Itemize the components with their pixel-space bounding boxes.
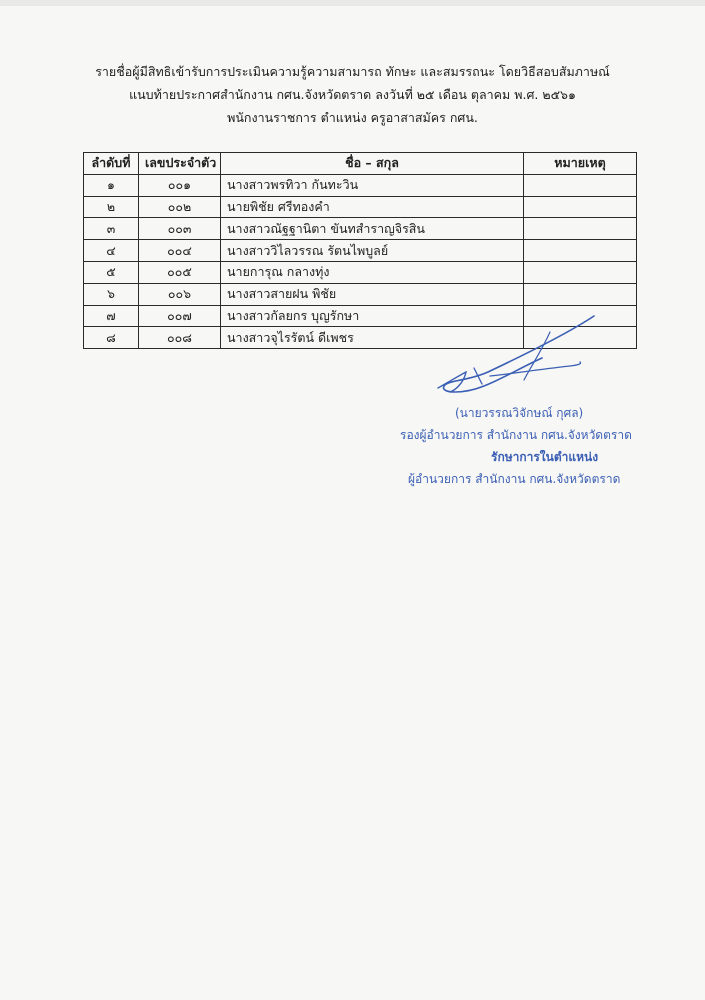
row-order: ๑ — [84, 174, 139, 196]
row-id: ๐๐๒ — [139, 196, 221, 218]
document-header — [0, 60, 705, 129]
signer-position: รองผู้อำนวยการ สำนักงาน กศน.จังหวัดตราด — [400, 428, 632, 442]
row-name: นายการุณ กลางทุ่ง — [221, 261, 524, 283]
column-header-name: ชื่อ – สกุล — [221, 153, 524, 175]
row-remark — [524, 196, 637, 218]
header-line-1: รายชื่อผู้มีสิทธิเข้ารับการประเมินความรู้ความสามารถ ทักษะ และสมรรถนะ โดยวิธีสอบสัมภาษณ์ — [95, 64, 610, 79]
row-id: ๐๐๗ — [139, 305, 221, 327]
row-remark — [524, 218, 637, 240]
row-name: นางสาวจุไรรัตน์ ดีเพชร — [221, 327, 524, 349]
table-row — [84, 283, 637, 305]
row-name: นางสาวกัลยกร บุญรักษา — [221, 305, 524, 327]
table-row — [84, 218, 637, 240]
row-order: ๔ — [84, 240, 139, 262]
row-name: นางสาวณัฐฐานิตา ขันทสำราญจิรสิน — [221, 218, 524, 240]
row-id: ๐๐๖ — [139, 283, 221, 305]
row-order: ๘ — [84, 327, 139, 349]
row-id: ๐๐๘ — [139, 327, 221, 349]
row-name: นางสาวพรทิวา กันทะวิน — [221, 174, 524, 196]
row-id: ๐๐๓ — [139, 218, 221, 240]
row-order: ๓ — [84, 218, 139, 240]
table-row — [84, 240, 637, 262]
row-name: นางสาวสายฝน พิชัย — [221, 283, 524, 305]
acting-label: รักษาการในตำแหน่ง — [491, 450, 599, 464]
signer-name: (นายวรรณวิจักษณ์ กุศล) — [455, 406, 584, 420]
row-order: ๒ — [84, 196, 139, 218]
table-row — [84, 174, 637, 196]
header-line-3: พนักงานราชการ ตำแหน่ง ครูอาสาสมัคร กศน. — [227, 110, 478, 125]
row-name: นายพิชัย ศรีทองคำ — [221, 196, 524, 218]
row-remark — [524, 261, 637, 283]
header-line-2: แนบท้ายประกาศสำนักงาน กศน.จังหวัดตราด ลงวันที่ ๒๕ เดือน ตุลาคม พ.ศ. ๒๕๖๑ — [129, 87, 576, 102]
row-id: ๐๐๕ — [139, 261, 221, 283]
signature-block — [400, 402, 650, 490]
handwritten-signature — [430, 310, 600, 410]
table-row — [84, 196, 637, 218]
acting-position: ผู้อำนวยการ สำนักงาน กศน.จังหวัดตราด — [408, 472, 621, 486]
row-remark — [524, 240, 637, 262]
column-header-id: เลขประจำตัว — [139, 153, 221, 175]
row-order: ๗ — [84, 305, 139, 327]
row-remark — [524, 174, 637, 196]
row-order: ๖ — [84, 283, 139, 305]
row-name: นางสาววิไลวรรณ รัตนไพบูลย์ — [221, 240, 524, 262]
table-header-row — [84, 153, 637, 175]
page-top-edge — [0, 0, 705, 6]
row-order: ๕ — [84, 261, 139, 283]
column-header-remark: หมายเหตุ — [524, 153, 637, 175]
row-remark — [524, 283, 637, 305]
row-id: ๐๐๑ — [139, 174, 221, 196]
table-row — [84, 261, 637, 283]
column-header-order: ลำดับที่ — [84, 153, 139, 175]
row-id: ๐๐๔ — [139, 240, 221, 262]
